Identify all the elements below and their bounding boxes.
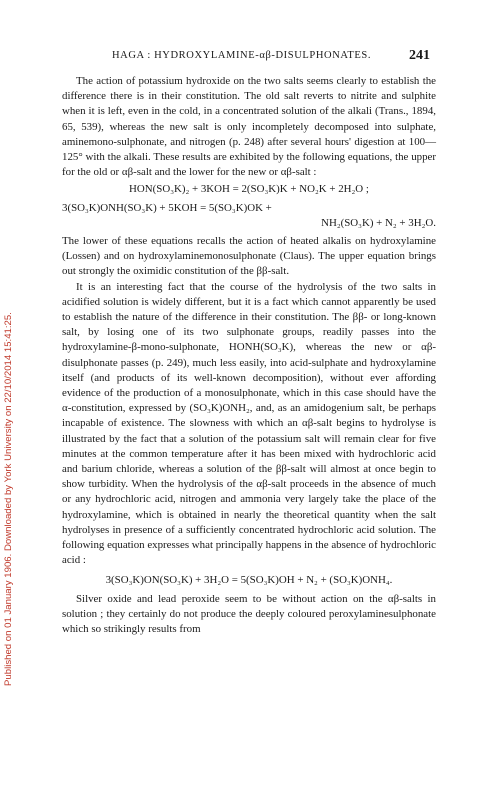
equation-old-salt: HON(SO₃K)₂ + 3KOH = 2(SO₃K)K + NO₂K + 2H₂O ; — [129, 183, 369, 196]
equation-new-salt-line1: 3(SO₃K)ONH(SO₃K) + 5KOH = 5(SO₃K)OK + — [62, 201, 272, 214]
equation-new-salt-line2: NH₂(SO₃K) + N₂ + 3H₂O. — [321, 216, 436, 229]
article-body — [62, 74, 436, 637]
running-title: HAGA : HYDROXYLAMINE-αβ-DISULPHONATES. — [112, 50, 372, 61]
paragraph-alkali-action: The action of potassium hydroxide on the two salts seems clearly to establish the difference there is in their constitution. The old salt reverts to nitrite and sulphite when it is left, even in the cold, in a concentrated solution of the alkali (Trans., 1894, 65, 539), whereas the new salt is only incompletely decomposed into sulphate, aminemono-sulphonate, and nitrogen (p. 248) after several hours' digestion at 100—125° with the alkali. These results are exhibited by the following equations, the upper for the old or αβ-salt and the lower for the new or αβ-salt : — [62, 75, 436, 179]
paragraph-hydrolysis: It is an interesting fact that the course of the hydrolysis of the two salts in acidified solution is widely different, but it is a fact which cannot apparently be used to establish the nature of the difference in their constitution. The ββ- or long-known salt, by losing one of its two sulphonate groups, readily passes into the hydroxylamine-β-mono-sulphonate, HONH(SO₃K), whereas the new or αβ-disulphonate passes (p. 249), much less easily, into acid-sulphate and hydroxylamine itself (and products of its well-known decomposition), without ever affording evidence of the production of a monosulphonate, which in this case should have the α-constitution, expressed by (SO₃K)ONH₂, and, as an amidogenium salt, be perhaps incapable of existence. The slowness with which an αβ-salt begins to hydrolyse is illustrated by the fact that a solution of the potassium salt will remain clear for five minutes at the common temperature after it has been mixed with hydrochloric acid and barium chloride, whereas a solution of the ββ-salt will almost at once begin to show turbidity. When the hydrolysis of the αβ-salt proceeds in the absence of much or any hydrochloric acid, nitrogen and ammonia very largely take the place of the hydroxylamine, which is obtained in nearly the theoretical quantity when the salt hydrolyses in presence of a sufficiently concentrated hydrochloric acid solution. The following equation expresses what principally happens in the absence of hydrochloric acid : — [62, 280, 436, 567]
page-number: 241 — [409, 48, 430, 63]
paragraph-silver-oxide: Silver oxide and lead peroxide seem to be without action on the αβ-salts in solution ; they certainly do not produce the deeply coloured peroxylaminesulphonate which so strikingly results from — [62, 592, 436, 636]
equation-hydrolysis: 3(SO₃K)ON(SO₃K) + 3H₂O = 5(SO₃K)OH + N₂ + (SO₃K)ONH₄. — [105, 573, 393, 586]
download-watermark-text: Published on 01 January 1906. Downloaded by York University on 22/10/2014 15:41:25. — [3, 312, 14, 686]
download-watermark — [3, 96, 17, 686]
paragraph-equations-comment: The lower of these equations recalls the action of heated alkalis on hydroxylamine (Lossen) and on hydroxylaminemonosulphonate (Claus). The upper equation brings out strongly the oximidic constitution of the ββ-salt. — [62, 235, 436, 278]
